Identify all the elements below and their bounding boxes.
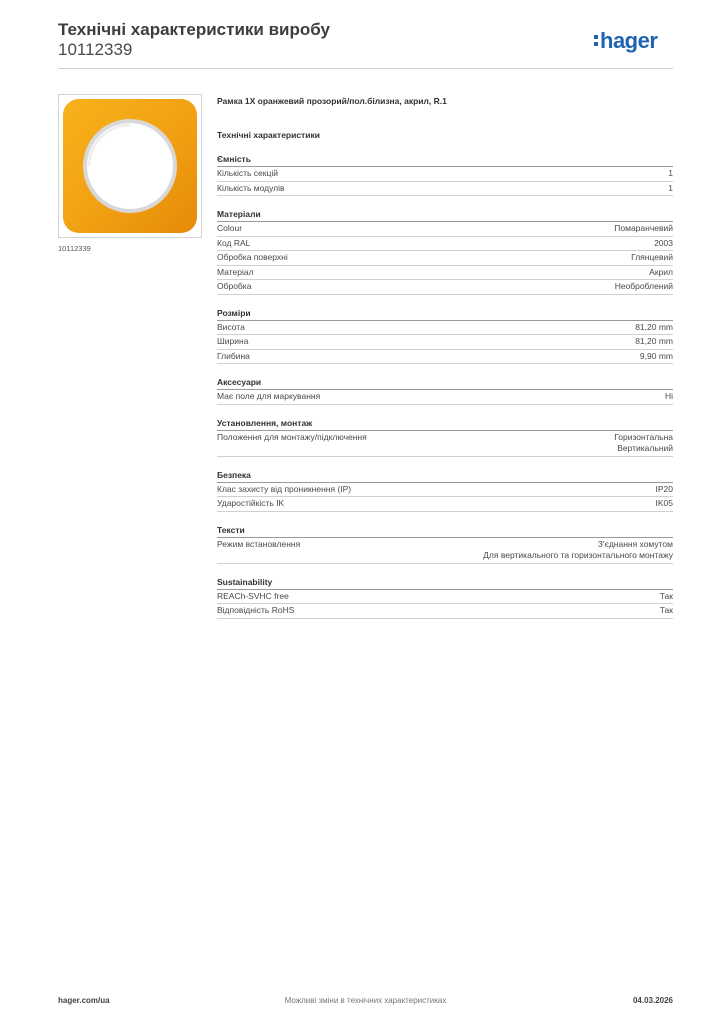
spec-label: Відповідність RoHS xyxy=(217,605,295,615)
section-title: Матеріали xyxy=(217,208,673,222)
spec-value xyxy=(635,336,673,348)
footer-website-link[interactable]: hager.com/ua xyxy=(58,996,110,1005)
spec-value-line: IP20 xyxy=(655,483,673,494)
spec-value xyxy=(640,351,673,363)
spec-value xyxy=(614,223,673,235)
product-image xyxy=(58,94,202,238)
spec-value xyxy=(660,605,673,617)
spec-label: Обробка xyxy=(217,281,252,291)
spec-value-line: Вертикальний xyxy=(617,443,673,453)
spec-label: Глибина xyxy=(217,350,250,361)
spec-label: REACh-SVHC free xyxy=(217,590,289,601)
spec-section xyxy=(217,576,673,619)
product-name: Рамка 1Х оранжевий прозорий/пол.білизна, акрил, R.1 xyxy=(217,96,447,106)
spec-section xyxy=(217,208,673,295)
spec-label: Ударостійкість IK xyxy=(217,498,285,508)
orange-frame-product-photo-icon xyxy=(59,95,201,237)
spec-row xyxy=(217,431,673,457)
article-number: 10112339 xyxy=(58,40,133,59)
spec-section xyxy=(217,153,673,196)
section-title: Розміри xyxy=(217,307,673,321)
spec-value-line: Акрил xyxy=(649,266,673,277)
spec-row xyxy=(217,350,673,365)
spec-value xyxy=(665,391,673,403)
spec-value xyxy=(483,539,673,562)
spec-row xyxy=(217,167,673,182)
spec-row xyxy=(217,497,673,512)
page-title: Технічні характеристики виробу xyxy=(58,20,330,39)
spec-row xyxy=(217,182,673,197)
spec-row xyxy=(217,335,673,350)
footer-disclaimer: Можливі зміни в технічних характеристиках xyxy=(284,996,447,1005)
spec-label: Код RAL xyxy=(217,237,251,248)
spec-label: Положення для монтажу/підключення xyxy=(217,431,367,442)
spec-value-line: Необроблений xyxy=(614,281,673,291)
spec-row xyxy=(217,390,673,405)
spec-value xyxy=(668,183,673,195)
spec-sections xyxy=(217,153,673,619)
section-title: Sustainability xyxy=(217,576,673,590)
spec-value-line: 9,90 mm xyxy=(639,350,673,361)
spec-value xyxy=(654,238,673,250)
logo-text: hager xyxy=(600,28,658,53)
spec-label: Кількість модулів xyxy=(217,182,285,193)
spec-value xyxy=(631,252,673,264)
spec-value xyxy=(660,591,673,603)
hager-logo xyxy=(593,28,673,54)
spec-section xyxy=(217,469,673,512)
section-title: Установлення, монтаж xyxy=(217,417,673,431)
spec-section xyxy=(217,524,673,564)
spec-value xyxy=(668,168,673,180)
spec-row xyxy=(217,483,673,498)
spec-value-line: 81,20 mm xyxy=(635,336,673,346)
spec-label: Обробка поверхні xyxy=(217,252,288,262)
header-divider xyxy=(58,68,673,69)
spec-row xyxy=(217,604,673,619)
spec-section xyxy=(217,417,673,457)
specs-heading: Технічні характеристики xyxy=(217,130,320,140)
spec-value-line: Для вертикального та горизонтального монтажу xyxy=(483,550,673,560)
spec-value xyxy=(635,322,673,334)
section-title: Тексти xyxy=(217,524,673,538)
spec-value-line: 2003 xyxy=(654,237,673,248)
spec-value xyxy=(656,498,674,510)
spec-row xyxy=(217,538,673,564)
spec-row xyxy=(217,590,673,605)
spec-value-line: IK05 xyxy=(655,498,673,508)
spec-row xyxy=(217,222,673,237)
spec-value-line: 1 xyxy=(668,168,673,178)
spec-value-line: З'єднання хомутом xyxy=(597,538,673,549)
page-footer xyxy=(58,996,673,1010)
spec-label: Висота xyxy=(217,321,245,332)
spec-label: Кількість секцій xyxy=(217,168,278,178)
spec-value-line: Горизонтальна xyxy=(614,431,673,442)
spec-label: Ширина xyxy=(217,336,249,346)
section-title: Аксесуари xyxy=(217,376,673,390)
spec-label: Клас захисту від проникнення (IP) xyxy=(217,483,352,494)
spec-value-line: Ні xyxy=(664,391,673,401)
specifications xyxy=(217,95,673,619)
spec-label: Має поле для маркування xyxy=(217,391,321,401)
spec-value-line: 81,20 mm xyxy=(635,321,673,332)
spec-value xyxy=(615,281,673,293)
section-title: Безпека xyxy=(217,469,673,483)
spec-row xyxy=(217,251,673,266)
spec-section xyxy=(217,307,673,365)
spec-value-line: Так xyxy=(659,590,673,601)
spec-value-line: Так xyxy=(659,605,673,615)
spec-row xyxy=(217,237,673,252)
section-title: Ємність xyxy=(217,153,673,167)
spec-label: Режим встановлення xyxy=(217,538,301,549)
spec-label: Матеріал xyxy=(217,266,254,277)
spec-section xyxy=(217,376,673,405)
page-header xyxy=(58,20,673,60)
spec-label: Colour xyxy=(217,223,243,233)
spec-value-line: Глянцевий xyxy=(631,252,673,262)
spec-value-line: 1 xyxy=(668,182,673,193)
spec-value-line: Помаранчевий xyxy=(614,223,673,233)
image-caption: 10112339 xyxy=(58,244,91,253)
spec-value xyxy=(614,432,673,455)
spec-row xyxy=(217,266,673,281)
spec-row xyxy=(217,280,673,295)
spec-row xyxy=(217,321,673,336)
spec-value xyxy=(656,484,674,496)
footer-date: 04.03.2026 xyxy=(632,996,673,1005)
spec-value xyxy=(649,267,673,279)
